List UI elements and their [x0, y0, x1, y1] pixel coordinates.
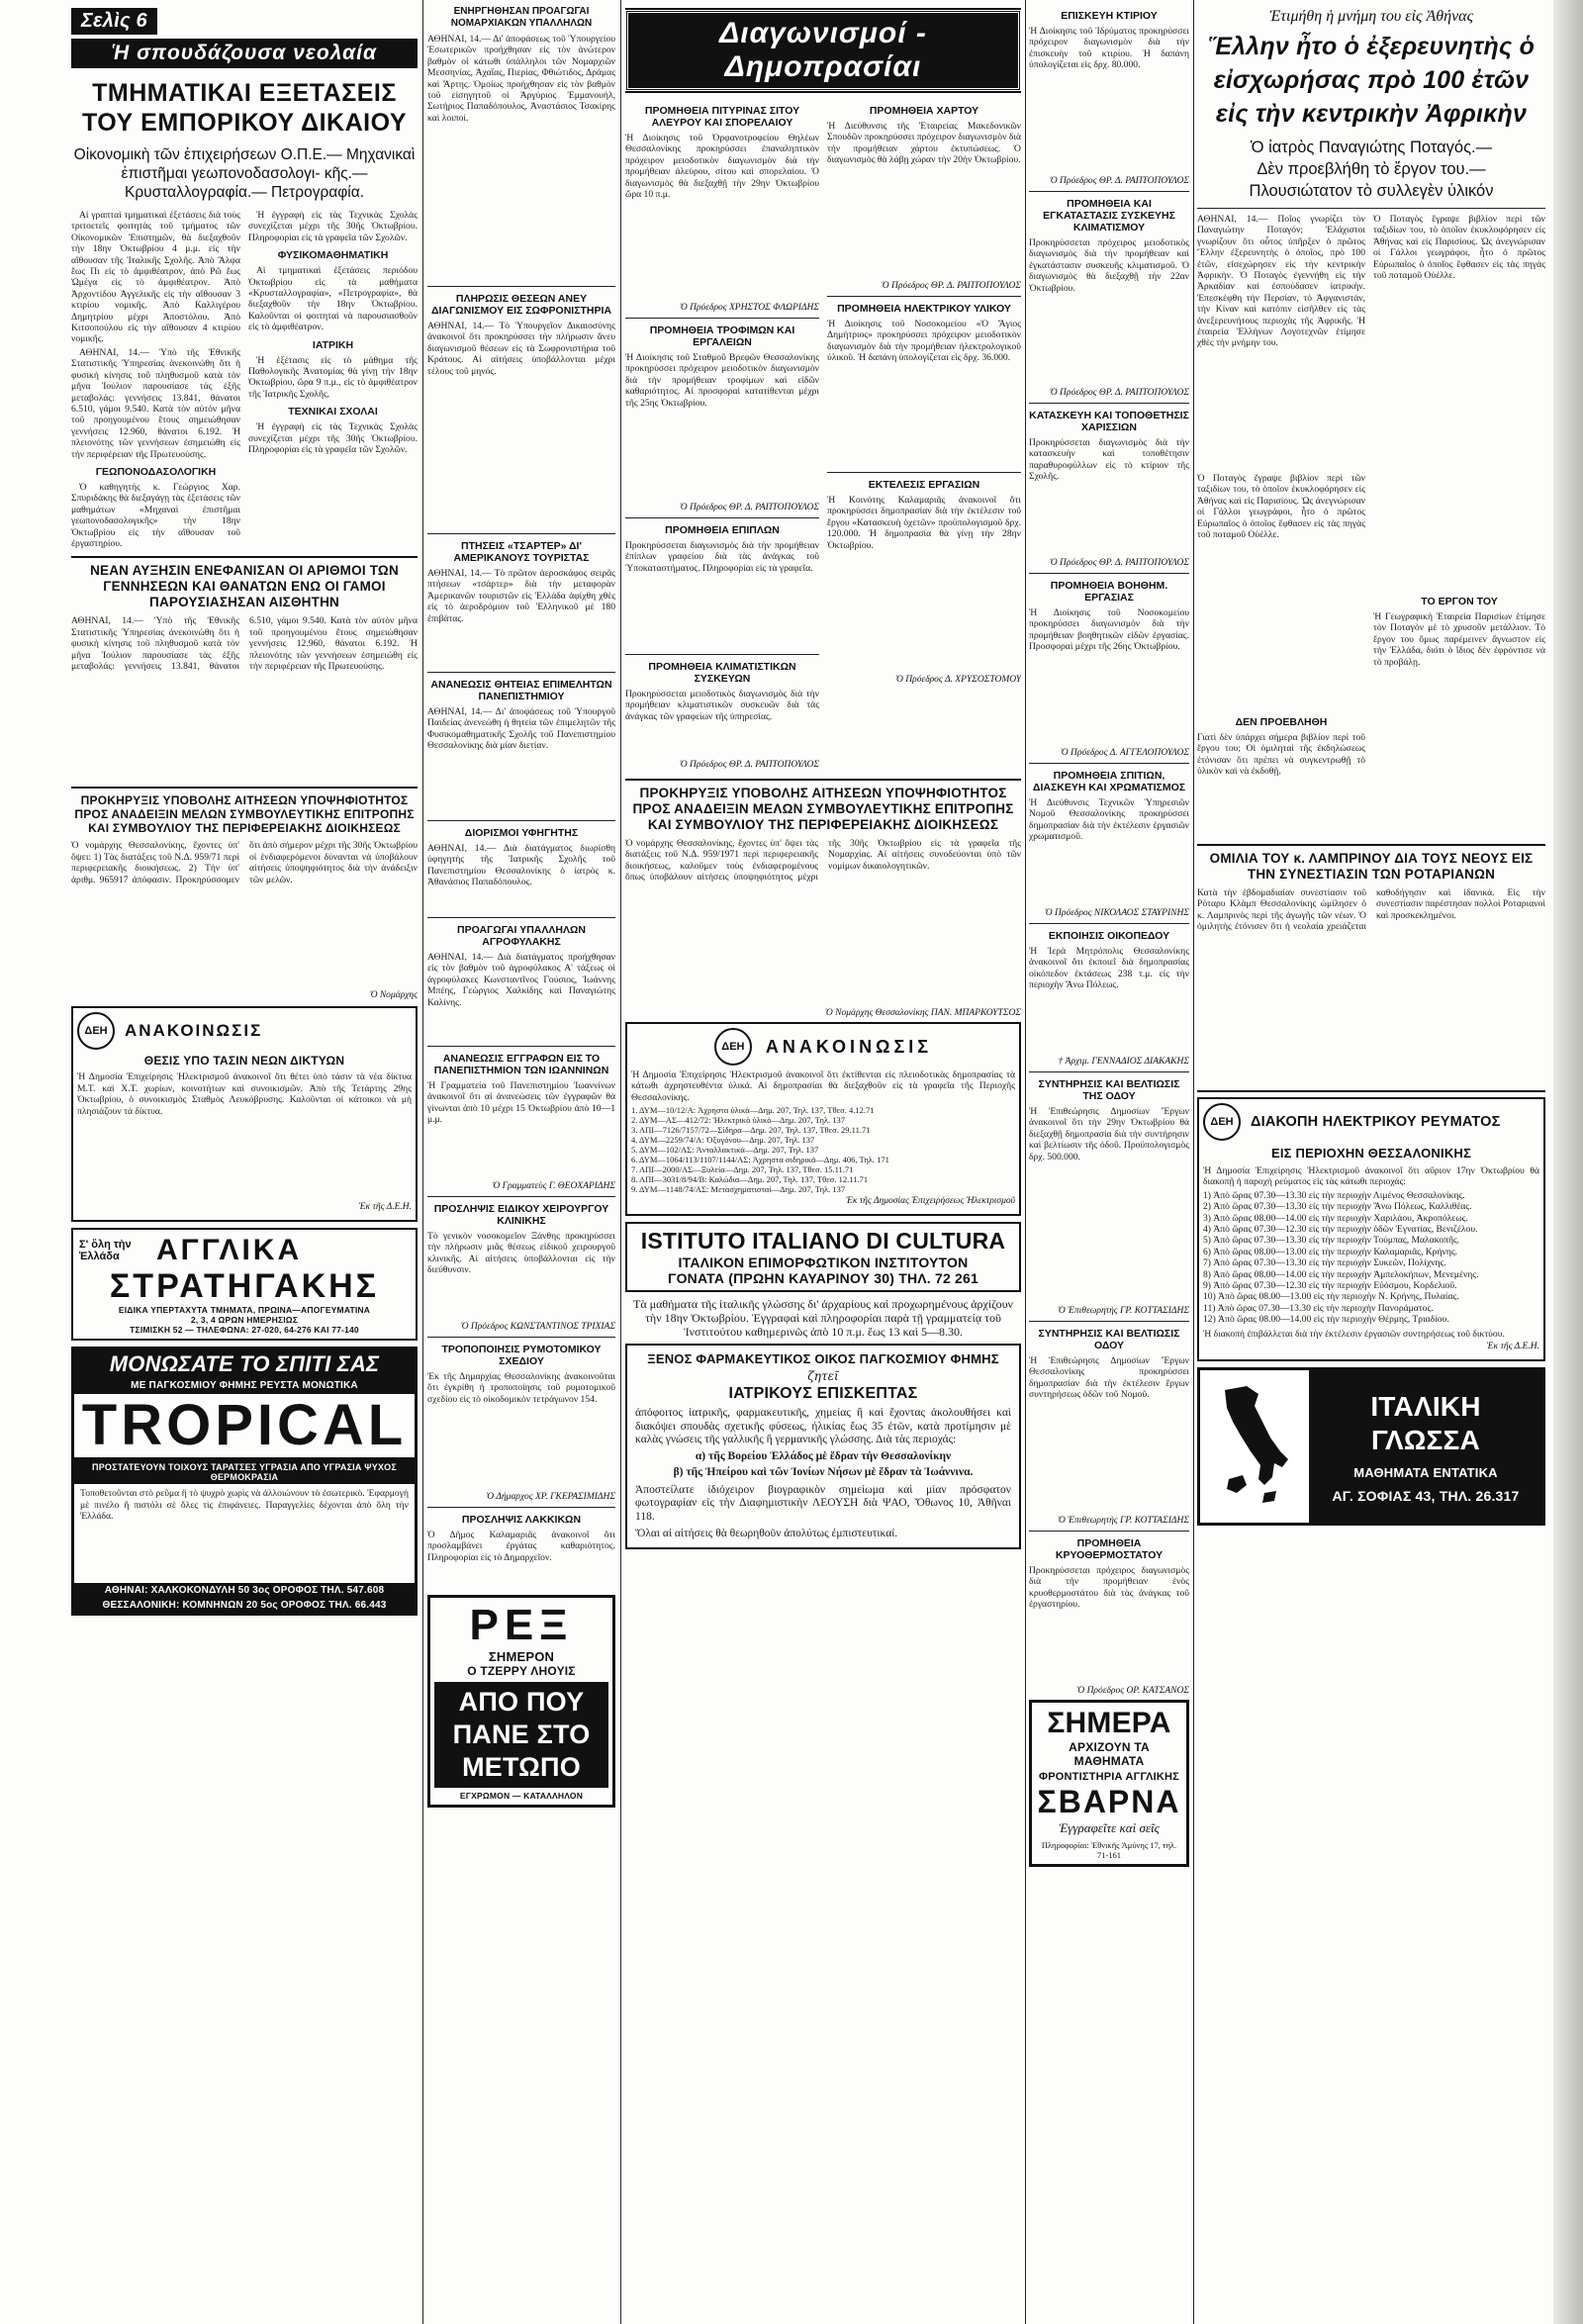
exam-title-2: ΤΟΥ ΕΜΠΟΡΙΚΟΥ ΔΙΚΑΙΟΥ	[81, 109, 408, 137]
pharma-body: ἀπόφοιτος ἰατρικῆς, φαρμακευτικῆς, χημείας ἢ καὶ ἔχοντας ἀκολουθήσει καὶ διακόψει σπουδὰς σχετικῆς φύσεως, ἡλικίας ἕως 35 ἐτῶν, κατὰ προτίμησιν μὲ καλὰς γνώσεις τῆς γαλλικῆς ἢ γερμανικῆς γλώσσης. Διὰ τὰς περιοχάς:	[635, 1407, 1011, 1446]
english-school-ad	[71, 1228, 418, 1341]
c3-body-3: Προκηρύσσεται διαγωνισμὸς διὰ τὴν προμήθειαν ἐπίπλων γραφείου διὰ τὰς ἀνάγκας τοῦ Ὑποκαταστήματος. Πληροφορίαι εἰς τὰ γραφεῖα.	[625, 540, 819, 574]
ann2-row: 1. ΔΥΜ—10/12/Α: Ἀχρηστα ὑλικὰ—Δημ. 207, Τηλ. 137, Τθεσ. 4.12.71	[631, 1105, 875, 1116]
c4-body-8: Ἡ Ἐπιθεώρησις Δημοσίων Ἔργων Θεσσαλονίκης προκηρύσσει δημοπρασίαν διὰ τὴν ἐκτέλεσιν ἔργων συντηρήσεως ὁδῶν τοῦ Νομοῦ.	[1029, 1355, 1189, 1401]
power-item: 11) Ἀπὸ ὥρας 07.30—13.30 εἰς τὴν περιοχὴν Πανοράματος.	[1203, 1302, 1434, 1314]
c2-body-2: ΑΘΗΝΑΙ, 14.— Τὸ Ὑπουργεῖον Δικαιοσύνης ἀνακοινοῖ ὅτι προκηρύσσει τὴν πλήρωσιν ἄνευ διαγωνισμοῦ θέσεων εἰς τὰ Σωφρονιστήρια τοῦ Κράτους. Αἱ αἰτήσεις ὑποβάλλονται μέχρι τέλους τοῦ μηνός.	[427, 321, 615, 377]
ad-tropical-tag: ΠΡΟΣΤΑΤΕΥΟΥΝ ΤΟΙΧΟΥΣ ΤΑΡΑΤΣΕΣ ΥΓΡΑΣΙΑ ΑΠΟ ΥΓΡΑΣΙΑ ΨΥΧΟΣ ΘΕΡΜΟΚΡΑΣΙΑ	[74, 1460, 415, 1484]
c2-heading-3: ΠΤΗΣΕΙΣ «ΤΣΑΡΤΕΡ» ΔΙ' ΑΜΕΡΙΚΑΝΟΥΣ ΤΟΥΡΙΣΤΑΣ	[453, 540, 590, 564]
announcement-signature: Ἐκ τῆς Δ.Ε.Η.	[358, 1202, 412, 1213]
column-rule	[1025, 0, 1026, 2324]
c4-signature-5: Ὁ Πρόεδρος ΝΙΚΟΛΑΟΣ ΣΤΑΥΡΙΝΗΣ	[1044, 908, 1189, 918]
c2-signature-7: Ὁ Γραμματεὺς Γ. ΘΕΟΧΑΡΙΔΗΣ	[492, 1181, 615, 1191]
ann2-row: 8. ΑΠΙ—3031/8/94/Β: Καλώδια—Δημ. 207, Τηλ. 137, Τθεσ. 12.11.71	[631, 1174, 869, 1185]
c3-body-2: Ἡ Διοίκησις τοῦ Σταθμοῦ Βρεφῶν Θεσσαλονίκης προκηρύσσει πρόχειρον μειοδοτικὸν διαγωνισμὸν διὰ τὴν προμήθειαν τροφίμων καὶ εἰδῶν καθαριότητος. Αἱ προσφοραὶ κατατίθενται μέχρι τῆς 25ης Ὀκτωβρίου.	[625, 352, 819, 409]
ann2-row: 3. ΑΠΙ—7126/7157/72—Σίδηρα—Δημ. 207, Τηλ. 137, Τθεσ. 29.11.71	[631, 1125, 871, 1136]
c4-heading-1: ΕΠΙΣΚΕΥΗ ΚΤΙΡΙΟΥ	[1061, 10, 1158, 22]
column-rule	[422, 0, 423, 2324]
power-item: 8) Ἀπὸ ὥρας 08.00—14.00 εἰς τὴν περιοχὴν Ἀμπελοκήπων, Μενεμένης.	[1203, 1268, 1479, 1280]
c2-heading-5: ΔΙΟΡΙΣΜΟΙ ΥΦΗΓΗΤΗΣ	[464, 827, 579, 839]
c4-body-5: Ἡ Διεύθυνσις Τεχνικῶν Ὑπηρεσιῶν Νομοῦ Θεσσαλονίκης προκηρύσσει δημοπρασίαν διὰ τὴν ἐκτέλεσιν ἐργασιῶν χρωματισμοῦ.	[1029, 797, 1189, 843]
exam-subtitle: Οἰκονομικὴ τῶν ἐπιχειρήσεων Ο.Π.Ε.— Μηχανικαὶ ἐπιστῆμαι γεωπονοδασολογι- κῆς.—Κρυσταλλογραφία.— Πετρογραφία.	[73, 146, 416, 201]
power-item: 7) Ἀπὸ ὥρας 07.30—13.30 εἰς τὴν περιοχὴν Συκεῶν, Πολίχνης.	[1203, 1257, 1446, 1269]
c2-heading-9: ΤΡΟΠΟΠΟΙΗΣΙΣ ΡΥΜΟΤΟΜΙΚΟΥ ΣΧΕΔΙΟΥ	[441, 1344, 602, 1367]
rotary-title: ΟΜΙΛΙΑ ΤΟΥ κ. ΛΑΜΠΡΙΝΟΥ ΔΙΑ ΤΟΥΣ ΝΕΟΥΣ ΕΙΣ ΤΗΝ ΣΥΝΕΣΤΙΑΣΙΝ ΤΩΝ ΡΟΤΑΡΙΑΝΩΝ	[1209, 851, 1534, 882]
c3-signature-4: Ὁ Πρόεδρος ΘΡ. Δ. ΡΑΠΤΟΠΟΥΛΟΣ	[881, 281, 1021, 291]
power-item: 4) Ἀπὸ ὥρας 07.30—12.30 εἰς τὴν περιοχὴν ὁδῶν Ἐγνατίας, Βενιζέλου.	[1203, 1224, 1478, 1236]
ann2-row: 9. ΔΥΜ—1148/74/ΑΣ: Μετασχηματισταί—Δημ. 207, Τηλ. 137	[631, 1184, 846, 1195]
c4-signature-3: Ὁ Πρόεδρος ΘΡ. Δ. ΡΑΠΤΟΠΟΥΛΟΣ	[1049, 558, 1189, 568]
istituto-body: Τὰ μαθήματα τῆς ἰταλικῆς γλώσσης δι' ἀρχαρίους καὶ προχωρημένους ἀρχίζουν τὴν 18ην Ὀκτωβρίου. Ἐγγραφαὶ καὶ πληροφορίαι παρὰ τῇ γραμματείᾳ τοῦ Ἰνστιτούτου καθημερινῶς ἀπὸ 10 π.μ. ἕως 13 καὶ 5—8.30.	[633, 1297, 1013, 1340]
c3-heading-6: ΕΚΤΕΛΕΣΙΣ ΕΡΓΑΣΙΩΝ	[868, 479, 980, 491]
explorer-sub2: Δὲν προεβλήθη τὸ ἔργον του.—	[1257, 160, 1486, 178]
c4-signature-4: Ὁ Πρόεδρος Δ. ΑΓΓΕΛΟΠΟΥΛΟΣ	[1060, 748, 1189, 758]
svarna-ad	[1029, 1700, 1189, 1867]
geo-heading: ΓΕΩΠΟΝΟΔΑΣΟΛΟΓΙΚΗ	[95, 465, 217, 478]
tech-body: Ἡ ἐγγραφὴ εἰς τὰς Τεχνικὰς Σχολὰς συνεχίζεται μέχρι τῆς 30ῆς Ὀκτωβρίου. Πληροφορίαι εἰς τὰ γραφεῖα τῶν Σχολῶν.	[248, 421, 418, 456]
column-rule	[620, 0, 621, 2324]
c3-body-6: Ἡ Κοινότης Καλαμαριᾶς ἀνακοινοῖ ὅτι προκηρύσσει δημοπρασίαν διὰ τὴν ἐκτέλεσιν τοῦ ἔργου «Κατασκευὴ ὀχετῶν» προϋπολογισμοῦ δρχ. 120.000. Ἡ δημοπρασία θὰ γίνῃ τὴν 28ην Ὀκτωβρίου.	[827, 495, 1021, 551]
ann2-signature: Ἐκ τῆς Δημοσίας Ἐπιχειρήσεως Ἠλεκτρισμοῦ	[846, 1196, 1015, 1207]
pharma-ad	[625, 1344, 1021, 1549]
c4-heading-4: ΠΡΟΜΗΘΕΙΑ ΒΟΗΘΗΜ. ΕΡΓΑΣΙΑΣ	[1050, 580, 1168, 604]
c2-heading-6: ΠΡΟΑΓΩΓΑΙ ΥΠΑΛΛΗΛΩΝ ΑΓΡΟΦΥΛΑΚΗΣ	[457, 924, 586, 948]
cinema-ad	[427, 1595, 615, 1808]
explorer-body-2: Ὁ Ποταγὸς ἔγραψε βιβλίον περὶ τῶν ταξιδίων του, τὸ ὁποῖον ἐκυκλοφόρησεν εἰς Ἀθήνας καὶ εἰς Παρισίους. Ὡς ἀνεγνώρισαν οἱ Γάλλοι γεωγράφοι, ἦτο ὁ πρῶτος Εὐρωπαῖος ὁ ὁποῖος ἔφθασεν εἰς τὰς πηγὰς τοῦ ποταμοῦ Οὐέλλε.	[1197, 473, 1365, 541]
italian-sub: ΜΑΘΗΜΑΤΑ ΕΝΤΑΤΙΚΑ	[1353, 1464, 1498, 1480]
c3-body-5: Ἡ Διοίκησις τοῦ Νοσοκομείου «Ὁ Ἅγιος Δημήτριος» προκηρύσσει πρόχειρον μειοδοτικὸν διαγωνισμὸν διὰ τὴν προμήθειαν ἠλεκτρολογικοῦ ὑλικοῦ. Ἡ δαπάνη ὑπολογίζεται εἰς δρχ. 36.000.	[827, 319, 1021, 364]
cinema-actor: Ο ΤΖΕΡΡΥ ΛΗΟΥΙΣ	[467, 1664, 576, 1678]
section-title: Ἡ σπουδάζουσα νεολαία	[71, 39, 418, 68]
c3-big-title: ΠΡΟΚΗΡΥΞΙΣ ΥΠΟΒΟΛΗΣ ΑΙΤΗΣΕΩΝ ΥΠΟΨΗΦΙΟΤΗΤΟΣ ΠΡΟΣ ΑΝΑΔΕΙΞΙΝ ΜΕΛΩΝ ΣΥΜΒΟΥΛΕΥΤΙΚΗΣ ΕΠΙΤΡΟΠΗΣ ΚΑΙ ΣΥΜΒΟΥΛΙΟΥ ΤΗΣ ΠΕΡΙΦΕΡΕΙΑΚΗΣ ΔΙΟΙΚΗΣΕΩΣ	[632, 786, 1014, 832]
c2-signature-9: Ὁ Δήμαρχος ΧΡ. ΓΚΕΡΑΣΙΜΙΔΗΣ	[486, 1492, 615, 1502]
ad-english-line1: ΕΙΔΙΚΑ ΥΠΕΡΤΑΧΥΤΑ ΤΜΗΜΑΤΑ, ΠΡΩΙΝΑ—ΑΠΟΓΕΥΜΑΤΙΝΑ	[118, 1305, 371, 1316]
pharma-apply: Ἀποστείλατε ἰδιόχειρον βιογραφικὸν σημείωμα καὶ μίαν πρόσφατον φωτογραφίαν εἰς τὴν Διαφημιστικὴν ΛΕΟΥΣΗ διὰ ΨΑΟ, Ὄθωνος 10, Ἀθῆναι 118.	[635, 1483, 1011, 1523]
c3-body-7: Προκηρύσσεται μειοδοτικὸς διαγωνισμὸς διὰ τὴν προμήθειαν κλιματιστικῶν συσκευῶν διὰ τὰς ἀνάγκας τῶν γραφείων τῆς ὑπηρεσίας.	[625, 689, 819, 722]
c4-body-2: Προκηρύσσεται πρόχειρος μειοδοτικὸς διαγωνισμὸς διὰ τὴν προμήθειαν καὶ ἐγκατάστασιν συσκευῆς κλιματισμοῦ. Ὁ διαγωνισμὸς θὰ διεξαχθῇ τὴν 22αν Ὀκτωβρίου.	[1029, 237, 1189, 294]
c4-signature-6: † Ἀρχιμ. ΓΕΝΝΑΔΙΟΣ ΔΙΑΚΑΚΗΣ	[1058, 1057, 1189, 1067]
deh-announcement	[71, 1006, 418, 1222]
istituto-title: ISTITUTO ITALIANO DI CULTURA	[640, 1228, 1006, 1255]
c3-heading-2: ΠΡΟΜΗΘΕΙΑ ΤΡΟΦΙΜΩΝ ΚΑΙ ΕΡΓΑΛΕΙΩΝ	[649, 325, 795, 348]
exam-body: Αἱ γραπταὶ τμηματικαὶ ἐξετάσεις διὰ τοὺς τριτοετεῖς φοιτητὰς τοῦ τμήματος τῶν Οἰκονομικῶν Ἐπιστημῶν, θὰ διεξαχθοῦν τὴν 18ην Ὀκτωβρίου 4 μ.μ. εἰς τὴν αἴθουσαν τῆς Ἰταλικῆς Σχολῆς. Ἀπὸ Ἄλφα ἕως Πι εἰς τὸ ἀμφιθέατρον, ἀπὸ Ρῶ ἕως Ὠμέγα εἰς τὸ ἀμφιθέατρον. Ἀπὸ Ἀρχοντίδου Ἀγγελικῆς εἰς τὴν αἴθουσαν 3 κτιρίου νομικῆς. Ἀπὸ Καλλιγέρου Δημητρίου μέχρι Ἀποστόλου. Ἀπὸ Κιτσοπούλου εἰς τὴν αἴθουσαν 4 κτιρίου νομικῆς.	[71, 210, 240, 345]
c4-heading-6: ΕΚΠΟΙΗΣΙΣ ΟΙΚΟΠΕΔΟΥ	[1048, 930, 1170, 942]
column-2	[427, 0, 615, 2324]
c4-body-9: Προκηρύσσεται πρόχειρος διαγωνισμὸς διὰ τὴν προμήθειαν ἑνὸς κρυοθερμοστάτου διὰ τὰς ἀνάγκας τοῦ ἐργαστηρίου.	[1029, 1565, 1189, 1611]
c4-body-7: Ἡ Ἐπιθεώρησις Δημοσίων Ἔργων ἀνακοινοῖ ὅτι τὴν 29ην Ὀκτωβρίου θὰ διεξαχθῇ δημοπρασία διὰ τὴν συντήρησιν καὶ βελτίωσιν τῆς ὁδοῦ. Προϋπολογισμὸς δρχ. 500.000.	[1029, 1106, 1189, 1162]
power-item: 9) Ἀπὸ ὥρας 07.30—12.30 εἰς τὴν περιοχὴν Εὐόσμου, Κορδελιοῦ.	[1203, 1280, 1457, 1292]
announcement-body: Ἡ Δημοσία Ἐπιχείρησις Ἠλεκτρισμοῦ ἀνακοινοῖ ὅτι θέτει ὑπὸ τάσιν τὰ νέα δίκτυα Μ.Τ. καὶ Χ.Τ. χωρίων, κοινοτήτων καὶ συνοικισμῶν. Ἀπὸ τῆς Τετάρτης 29ης Ὀκτωβρίου, ὁ συνοικισμὸς Σταθμὸς Λευκόβρυσης. Καλοῦνται οἱ κάτοικοι νὰ μὴ πλησιάζουν τὰ δίκτυα.	[77, 1071, 412, 1117]
explorer-sec2-body: Γιατὶ δὲν ὑπάρχει σήμερα βιβλίον περὶ τοῦ ἔργου του; Οἱ ὁμιληταὶ τῆς ἐκδηλώσεως ἐτόνισαν ὅτι πρέπει νὰ συγκεντρωθῇ τὸ ὑλικὸν καὶ νὰ ἐκδοθῇ.	[1197, 732, 1365, 778]
svarna-name: ΣΒΑΡΝΑ	[1037, 1784, 1181, 1819]
explorer-sub3: Πλουσιώτατον τὸ συλλεγὲν ὑλικόν	[1249, 182, 1494, 200]
proky-signature: Ὁ Νομάρχης	[369, 990, 418, 1001]
column-rule	[1193, 0, 1194, 2324]
ad-english-name: ΣΤΡΑΤΗΓΑΚΗΣ	[109, 1267, 380, 1306]
power-intro: Ἡ Δημοσία Ἐπιχείρησις Ἠλεκτρισμοῦ ἀνακοινοῖ ὅτι αὔριον 17ην Ὀκτωβρίου θὰ διακοπῇ ἡ παροχὴ ρεύματος εἰς τὰς κάτωθι περιοχάς:	[1203, 1165, 1539, 1188]
geo-body: Ὁ καθηγητὴς κ. Γεώργιος Χαρ. Σπυριδάκης θὰ διεξαγάγῃ τὰς ἐξετάσεις τῶν μαθημάτων «Μηχαναὶ ἐπιστῆμαι γεωπονοδασολογικῆς» τὴν 18ην Ὀκτωβρίου εἰς τὴν αἴθουσαν τοῦ ἐργαστηρίου.	[71, 481, 240, 549]
pharma-seek: ζητεῖ	[807, 1369, 839, 1384]
phys-body: Αἱ τμηματικαὶ ἐξετάσεις περιόδου Ὀκτωβρίου εἰς τὰ μαθήματα «Κρυσταλλογραφία», «Πετρογραφία», θὰ διεξαχθοῦν τὴν 18ην Ὀκτωβρίου. Καλοῦνται οἱ φοιτηταὶ νὰ παρουσιασθοῦν εἰς τὸ ἀμφιθέατρον.	[248, 265, 418, 333]
c4-heading-9: ΠΡΟΜΗΘΕΙΑ ΚΡΥΟΘΕΡΜΟΣΤΑΤΟΥ	[1055, 1537, 1164, 1561]
iatr-body: Ἡ ἐξέτασις εἰς τὸ μάθημα τῆς Παθολογικῆς Ἀνατομίας θὰ γίνῃ τὴν 18ην Ὀκτωβρίου, ὥρα 9 π.μ., εἰς τὸ ἀμφιθέατρον τῆς Ἰατρικῆς Σχολῆς.	[248, 354, 418, 400]
cinema-film-sub: ΕΓΧΡΩΜΟΝ — ΚΑΤΑΛΛΗΛΟΝ	[459, 1791, 584, 1801]
c2-body-7: Ἡ Γραμματεία τοῦ Πανεπιστημίου Ἰωαννίνων ἀνακοινοῖ ὅτι αἱ ἀνανεώσεις τῶν ἐγγραφῶν θὰ γίνωνται ἀπὸ 10 μέχρι 15 Ὀκτωβρίου ἀπὸ 10—1 μ.μ.	[427, 1080, 615, 1126]
pharma-note: Ὅλαι αἱ αἰτήσεις θὰ θεωρηθοῦν ἀπολύτως ἐμπιστευτικαί.	[635, 1528, 898, 1540]
explorer-sub1: Ὁ ἰατρὸς Παναγιώτης Ποταγός.—	[1250, 139, 1493, 156]
announcement-subtitle: ΘΕΣΙΣ ΥΠΟ ΤΑΣΙΝ ΝΕΩΝ ΔΙΚΤΥΩΝ	[143, 1054, 345, 1069]
c3-heading-1: ΠΡΟΜΗΘΕΙΑ ΠΙΤΥΡΙΝΑΣ ΣΙΤΟΥ ΑΛΕΥΡΟΥ ΚΑΙ ΣΠΟΡΕΛΑΙΟΥ	[644, 105, 800, 129]
rotary-body: Κατὰ τὴν ἑβδομαδιαίαν συνεστίασιν τοῦ Ρόταρυ Κλὰμπ Θεσσαλονίκης ὡμίλησεν ὁ κ. Λαμπρινὸς περὶ τῆς ἀγωγῆς τῶν νέων. Ὁ ὁμιλητὴς ἐτόνισεν ὅτι ἡ νεολαία χρειάζεται καθοδήγησιν καὶ ἰδανικά. Εἰς τὴν συνεστίασιν παρέστησαν πολλοὶ Ροταριανοὶ καὶ προσκεκλημένοι.	[1197, 887, 1545, 933]
c4-signature-9: Ὁ Πρόεδρος ΟΡ. ΚΑΤΣΑΝΟΣ	[1076, 1686, 1189, 1696]
svarna-start: ΑΡΧΙΖΟΥΝ ΤΑ ΜΑΘΗΜΑΤΑ	[1069, 1740, 1150, 1768]
c2-heading-10: ΠΡΟΣΛΗΨΙΣ ΛΑΚΚΙΚΩΝ	[461, 1514, 582, 1526]
ann2-rows	[631, 1105, 1015, 1194]
explorer-kicker: Ἐτιμήθη ἡ μνήμη του εἰς Ἀθήνας	[1268, 8, 1474, 25]
c3-body-4: Ἡ Διεύθυνσις τῆς Ἐταιρείας Μακεδονικῶν Σπουδῶν προκηρύσσει πρόχειρον διαγωνισμὸν διὰ τὴν προμήθειαν χάρτου ἐκτυπώσεως. Ὁ διαγωνισμὸς θὰ λάβῃ χώραν τὴν 20ὴν Ὀκτωβρίου.	[827, 121, 1021, 166]
phys-text: Ἡ ἐγγραφὴ εἰς τὰς Τεχνικὰς Σχολὰς συνεχίζεται μέχρι τῆς 30ῆς Ὀκτωβρίου. Πληροφορίαι εἰς τὰ γραφεῖα τῶν Σχολῶν.	[248, 210, 418, 243]
cinema-name: ΡΕΞ	[469, 1601, 574, 1649]
explorer-body-3: Ὁ Ποταγὸς ἔγραψε βιβλίον περὶ τῶν ταξιδίων του, τὸ ὁποῖον ἐκυκλοφόρησεν εἰς Ἀθήνας καὶ εἰς Παρισίους. Ὡς ἀνεγνώρισαν οἱ Γάλλοι γεωγράφοι, ἦτο ὁ πρῶτος Εὐρωπαῖος ὁ ὁποῖος ἔφθασεν εἰς τὰς πηγὰς τοῦ ποταμοῦ Οὐέλλε.	[1373, 214, 1545, 282]
italian-address: ΑΓ. ΣΟΦΙΑΣ 43, ΤΗΛ. 26.317	[1332, 1487, 1520, 1504]
svarna-cta: Ἐγγραφεῖτε καὶ σεῖς	[1059, 1820, 1160, 1835]
power-items	[1203, 1190, 1539, 1326]
cinema-film-title: ΑΠΟ ΠΟΥ ΠΑΝΕ ΣΤΟ ΜΕΤΩΠΟ	[434, 1682, 608, 1788]
ad-tropical-body: Τοποθετοῦνται στὸ ρεῦμα ἢ τὸ ψυχρὸ χωρὶς νὰ ἀλλοιώνουν τὸ ἐσωτερικὸ. Ἐφαρμογή μὲ πινέλο ἢ πιστόλι σὲ ὅλες τὶς ἐπιφάνειες. Παραγγελίες δέχονται ἀπὸ ὅλη τὴν Ἑλλάδα.	[80, 1488, 409, 1523]
c3-signature-2: Ὁ Πρόεδρος ΘΡ. Δ. ΡΑΠΤΟΠΟΥΛΟΣ	[679, 503, 819, 512]
power-signature: Ἐκ τῆς Δ.Ε.Η.	[1486, 1342, 1539, 1352]
power-cut-notice	[1197, 1097, 1545, 1361]
column-5	[1197, 0, 1545, 2324]
istituto-ad	[625, 1222, 1021, 1292]
c2-body-4: ΑΘΗΝΑΙ, 14.— Δι' ἀποφάσεως τοῦ Ὑπουργοῦ Παιδείας ἀνενεώθη ἡ θητεία τῶν ἐπιμελητῶν τῆς Φυσικομαθηματικῆς Σχολῆς τοῦ Πανεπιστημίου Θεσσαλονίκης διὰ μίαν διετίαν.	[427, 706, 615, 752]
deh-announcement-2	[625, 1022, 1021, 1216]
c2-body-10: Ὁ Δῆμος Καλαμαριᾶς ἀνακοινοῖ ὅτι προσλαμβάνει ἐργάτας καθαριότητος. Πληροφορίαι εἰς τὸ Δημαρχεῖον.	[427, 1530, 615, 1563]
c4-body-4: Ἡ Διοίκησις τοῦ Νοσοκομείου προκηρύσσει διαγωνισμὸν διὰ τὴν προμήθειαν βοηθητικῶν εἰδῶν ἐργασίας. Προσφοραὶ μέχρι τῆς 26ης Ὀκτωβρίου.	[1029, 607, 1189, 653]
explorer-sec1-heading: ΤΟ ΕΡΓΟΝ ΤΟΥ	[1421, 596, 1498, 607]
power-item: 1) Ἀπὸ ὥρας 07.30—13.30 εἰς τὴν περιοχὴν Λιμένος Θεσσαλονίκης.	[1203, 1189, 1465, 1201]
tropical-ad	[71, 1347, 418, 1616]
power-item: 12) Ἀπὸ ὥρας 08.00—14.00 εἰς τὴν περιοχὴν Θέρμης, Τριαδίου.	[1203, 1314, 1449, 1326]
ad-tropical-sub: ΜΕ ΠΑΓΚΟΣΜΙΟΥ ΦΗΜΗΣ ΡΕΥΣΤΑ ΜΟΝΩΤΙΚΑ	[74, 1379, 415, 1394]
ad-english-word: ΑΓΓΛΙΚΑ	[156, 1234, 303, 1267]
c3-signature-6: Ὁ Πρόεδρος Δ. ΧΡΥΣΟΣΤΟΜΟΥ	[895, 675, 1021, 685]
power-subtitle: ΕΙΣ ΠΕΡΙΟΧΗΝ ΘΕΣΣΑΛΟΝΙΚΗΣ	[1271, 1146, 1471, 1161]
c4-body-1: Ἡ Διοίκησις τοῦ Ἰδρύματος προκηρύσσει πρόχειρον διαγωνισμὸν διὰ τὴν ἐπισκευὴν τοῦ κτιρίου. Ἡ δαπάνη ὑπολογίζεται εἰς δρχ. 80.000.	[1029, 26, 1189, 71]
proky-title: ΠΡΟΚΗΡΥΞΙΣ ΥΠΟΒΟΛΗΣ ΑΙΤΗΣΕΩΝ ΥΠΟΨΗΦΙΟΤΗΤΟΣ ΠΡΟΣ ΑΝΑΔΕΙΞΙΝ ΜΕΛΩΝ ΣΥΜΒΟΥΛΕΥΤΙΚΗΣ ΕΠΙΤΡΟΠΗΣ ΚΑΙ ΣΥΜΒΟΥΛΙΟΥ ΤΗΣ ΠΕΡΙΦΕΡΕΙΑΚΗΣ ΔΙΟΙΚΗΣΕΩΣ	[74, 793, 415, 836]
births-body: ΑΘΗΝΑΙ, 14.— Ὑπὸ τῆς Ἐθνικῆς Στατιστικῆς Ὑπηρεσίας ἀνεκοινώθη ὅτι ἡ φυσικὴ κίνησις τοῦ πληθυσμοῦ κατὰ τὸν μῆνα Ἰούλιον παρουσίασε τὰς ἑξῆς μεταβολάς: γεννήσεις 13.841, θάνατοι 6.510, γάμοι 9.540. Κατὰ τὸν αὐτὸν μῆνα τοῦ προηγουμένου ἔτους σημειώθησαν γεννήσεις 12.960, θάνατοι 6.192. Ἡ πλειονότης τῶν γεννήσεων ἐσημειώθη εἰς τὴν περιφέρειαν τῆς Πρωτευούσης.	[71, 615, 418, 672]
cinema-day: ΣΗΜΕΡΟΝ	[488, 1649, 555, 1664]
ad-english-line3: ΤΣΙΜΙΣΚΗ 52 — ΤΗΛΕΦΩΝΑ: 27-020, 64-276 ΚΑΙ 77-140	[130, 1325, 359, 1336]
deh-logo-icon: ΔΕΗ	[714, 1028, 752, 1066]
births-title: ΝΕΑΝ ΑΥΞΗΣΙΝ ΕΝΕΦΑΝΙΣΑΝ ΟΙ ΑΡΙΘΜΟΙ ΤΩΝ ΓΕΝΝΗΣΕΩΝ ΚΑΙ ΘΑΝΑΤΩΝ ΕΝΩ ΟΙ ΓΑΜΟΙ ΠΑΡΟΥΣΙΑΣΗΣΑΝ ΑΙΣΘΗΤΗΝ	[90, 563, 399, 610]
c4-heading-3: ΚΑΤΑΣΚΕΥΗ ΚΑΙ ΤΟΠΟΘΕΤΗΣΙΣ ΧΑΡΙΣΣΙΩΝ	[1029, 410, 1189, 433]
power-title: ΔΙΑΚΟΠΗ ΗΛΕΚΤΡΙΚΟΥ ΡΕΥΜΑΤΟΣ	[1251, 1114, 1501, 1130]
deh-logo-icon: ΔΕΗ	[77, 1012, 115, 1050]
proky-body: Ὁ νομάρχης Θεσσαλονίκης, ἔχοντες ὑπ' ὄψει: 1) Τὰς διατάξεις τοῦ Ν.Δ. 959/71 περὶ περιφερειακῆς διοικήσεως. 2) Τὴν ὑπ' ἀριθμ. 965917 ἀπόφασιν. Προκηρύσσομεν ὅτι ἀπὸ σήμερον μέχρι τῆς 30ῆς Ὀκτωβρίου οἱ ἐνδιαφερόμενοι δύνανται νὰ ὑποβάλουν αἰτήσεις ὑποψηφιότητος διὰ τὴν ἀνάδειξιν τῶν μελῶν.	[71, 840, 418, 885]
power-item: 2) Ἀπὸ ὥρας 07.30—13.30 εἰς τὴν περιοχὴν Ἄνω Πόλεως, Καλλιθέας.	[1203, 1201, 1472, 1213]
deh-logo-icon: ΔΕΗ	[1203, 1103, 1241, 1141]
c2-body-6: ΑΘΗΝΑΙ, 14.— Διὰ διατάγματος προήχθησαν εἰς τὸν βαθμὸν τοῦ ἀγροφύλακος Α' τάξεως οἱ ἀγροφύλακες Κωνσταντῖνος Γούσιος, Ἰωάννης Μπέης, Γεώργιος Χαλκίδης καὶ Παναγιώτης Καλίνης.	[427, 952, 615, 1008]
c2-body-9: Ἐκ τῆς Δημαρχίας Θεσσαλονίκης ἀνακοινοῦται ὅτι ἐγκρίθη ἡ τροποποίησις τοῦ ρυμοτομικοῦ σχεδίου εἰς τὸ οἰκοδομικὸν τετράγωνον 154.	[427, 1371, 615, 1405]
ann2-row: 6. ΔΥΜ—1064/113/1107/1144/ΑΣ: Ἀχρηστα σιδηρικά—Δημ. 406, Τηλ. 171	[631, 1155, 889, 1165]
announcement-title: ΑΝΑΚΟΙΝΩΣΙΣ	[125, 1021, 263, 1041]
c4-heading-2: ΠΡΟΜΗΘΕΙΑ ΚΑΙ ΕΓΚΑΤΑΣΤΑΣΙΣ ΣΥΣΚΕΥΗΣ ΚΛΙΜΑΤΙΣΜΟΥ	[1043, 198, 1175, 233]
c4-heading-8: ΣΥΝΤΗΡΗΣΙΣ ΚΑΙ ΒΕΛΤΙΩΣΙΣ ΟΔΟΥ	[1038, 1328, 1180, 1351]
exam-title-1: ΤΜΗΜΑΤΙΚΑΙ ΕΞΕΤΑΣΕΙΣ	[92, 79, 397, 107]
c4-heading-5: ΠΡΟΜΗΘΕΙΑ ΣΠΙΤΙΩΝ, ΔΙΑΣΚΕΥΗ ΚΑΙ ΧΡΩΜΑΤΙΣΜΟΣ	[1032, 770, 1186, 793]
c2-heading-7: ΑΝΑΝΕΩΣΙΣ ΕΓΓΡΑΦΩΝ ΕΙΣ ΤΟ ΠΑΝΕΠΙΣΤΗΜΙΟΝ ΤΩΝ ΙΩΑΝΝΙΝΩΝ	[433, 1053, 609, 1076]
italian-title: ΙΤΑΛΙΚΗ ΓΛΩΣΣΑ	[1370, 1390, 1481, 1455]
ad-tropical-addr2: ΘΕΣΣΑΛΟΝΙΚΗ: ΚΟΜΝΗΝΩΝ 20 5ος ΟΡΟΦΟΣ ΤΗΛ. 66.443	[74, 1598, 415, 1613]
c3-big-signature: Ὁ Νομάρχης Θεσσαλονίκης ΠΑΝ. ΜΠΑΡΚΟΥΤΣΟΣ	[824, 1008, 1021, 1018]
c3-body-1: Ἡ Διοίκησις τοῦ Ὀρφανοτροφείου Θηλέων Θεσσαλονίκης προκηρύσσει ἐπαναληπτικὸν πρόχειρον μειοδοτικὸν διαγωνισμὸν διὰ τὴν προμήθειαν ἀλεύρου, σίτου καὶ σπορελαίου. Ὁ διαγωνισμὸς θὰ διεξαχθῇ τὴν 29ην Ὀκτωβρίου ὥρα 10 π.μ.	[625, 133, 819, 201]
c2-body-5: ΑΘΗΝΑΙ, 14.— Διὰ διατάγματος διωρίσθη ὑφηγητὴς τῆς Ἰατρικῆς Σχολῆς τοῦ Πανεπιστημίου Θεσσαλονίκης ὁ ἰατρὸς κ. Ἀθανάσιος Παπαδόπουλος.	[427, 843, 615, 888]
c2-body-1: ΑΘΗΝΑΙ, 14.— Δι' ἀποφάσεως τοῦ Ὑπουργείου Ἐσωτερικῶν προήχθησαν εἰς τὸν ἀνώτερον βαθμὸν οἱ κάτωθι ὑπάλληλοι τῶν Νομαρχιῶν Μεσσηνίας, Ἀχαΐας, Πιερίας, Φθιώτιδος, Δράμας καὶ Ἄρτης. Ὁμοίως προήχθησαν εἰς τὸν βαθμὸν τοῦ εἰσηγητοῦ οἱ Ἀργύριος Ἐμμανουήλ, Σωτήριος Παπαδόπουλος, Ἀναστάσιος Τσακίρης καὶ λοιποί.	[427, 34, 615, 124]
explorer-sec1-body: Ἡ Γεωγραφικὴ Ἑταιρεία Παρισίων ἐτίμησε τὸν Ποταγὸν μὲ τὸ χρυσοῦν μετάλλιον. Τὸ ἔργον του ὅμως παρέμεινεν ἄγνωστον εἰς τὴν Ἑλλάδα, διότι ὁ ἴδιος δὲν ἐφρόντισε νὰ τὸ προβάλῃ.	[1373, 611, 1545, 668]
svarna-school: ΦΡΟΝΤΙΣΤΗΡΙΑ ΑΓΓΛΙΚΗΣ	[1039, 1771, 1179, 1783]
iatr-heading: ΙΑΤΡΙΚΗ	[312, 338, 354, 351]
italian-ad	[1197, 1367, 1545, 1526]
istituto-sub2: ΓΟΝΑΤΑ (ΠΡΩΗΝ ΚΑΥΑΡΙΝΟΥ 30) ΤΗΛ. 72 261	[667, 1270, 979, 1287]
tech-heading: ΤΕΧΝΙΚΑΙ ΣΧΟΛΑΙ	[288, 406, 378, 418]
c3-signature-7: Ὁ Πρόεδρος ΘΡ. Δ. ΡΑΠΤΟΠΟΥΛΟΣ	[679, 760, 819, 770]
c2-heading-8: ΠΡΟΣΛΗΨΙΣ ΕΙΔΙΚΟΥ ΧΕΙΡΟΥΡΓΟΥ ΚΛΙΝΙΚΗΣ	[433, 1203, 609, 1227]
c4-heading-7: ΣΥΝΤΗΡΗΣΙΣ ΚΑΙ ΒΕΛΤΙΩΣΙΣ ΤΗΣ ΟΔΟΥ	[1038, 1078, 1180, 1102]
ad-tropical-addr1: ΑΘΗΝΑΙ: ΧΑΛΚΟΚΟΝΔΥΛΗ 50 3ος ΟΡΟΦΟΣ ΤΗΛ. 547.608	[74, 1583, 415, 1598]
explorer-sec2-heading: ΔΕΝ ΠΡΟΕΒΛΗΘΗ	[1235, 716, 1328, 728]
c2-body-3: ΑΘΗΝΑΙ, 14.— Τὸ πρῶτον ἀεροσκάφος σειρᾶς πτήσεων «τσάρτερ» διὰ τὴν μεταφορὰν Ἀμερικανῶν τουριστῶν εἰς Ἑλλάδα ἀφίχθη χθὲς εἰς τὸ ἀεροδρόμιον τοῦ Ἑλληνικοῦ μὲ 180 ἐπιβάτας.	[427, 568, 615, 624]
svarna-today: ΣΗΜΕΡΑ	[1047, 1707, 1171, 1739]
ann2-row: 7. ΑΠΙ—2000/ΑΣ—Ξυλεία—Δημ. 207, Τηλ. 137, Τθεσ. 15.11.71	[631, 1164, 854, 1175]
column-3	[625, 0, 1021, 2324]
column-4	[1029, 0, 1189, 2324]
c3-heading-5: ΠΡΟΜΗΘΕΙΑ ΗΛΕΚΤΡΙΚΟΥ ΥΛΙΚΟΥ	[837, 303, 1011, 315]
c2-heading-4: ΑΝΑΝΕΩΣΙΣ ΘΗΤΕΙΑΣ ΕΠΙΜΕΛΗΤΩΝ ΠΑΝΕΠΙΣΤΗΜΙΟΥ	[430, 679, 612, 702]
ad-tropical-top: ΜΟΝΩΣΑΤΕ ΤΟ ΣΠΙΤΙ ΣΑΣ	[74, 1349, 415, 1379]
svarna-info: Πληροφορίαι: Ἐθνικῆς Ἀμύνης 17, τηλ. 71-161	[1041, 1840, 1177, 1860]
c3-big-body: Ὁ νομάρχης Θεσσαλονίκης, ἔχοντες ὑπ' ὄψει τὰς διατάξεις τοῦ Ν.Δ. 959/1971 περὶ περιφερειακῆς διοικήσεως, καλοῦμεν τοὺς ἐνδιαφερομένους ὅπως ὑποβάλουν αἰτήσεις ὑποψηφιότητος μέχρι τῆς 30ῆς Ὀκτωβρίου εἰς τὰ γραφεῖα τῆς Νομαρχίας. Αἱ αἰτήσεις συνοδεύονται ὑπὸ τῶν νομίμων δικαιολογητικῶν.	[625, 838, 1021, 883]
istituto-sub1: ΙΤΑΛΙΚΟΝ ΕΠΙΜΟΡΦΩΤΙΚΟΝ ΙΝΣΤΙΤΟΥΤΟΝ	[678, 1255, 969, 1271]
c2-heading-1: ΕΝΗΡΓΗΘΗΣΑΝ ΠΡΟΑΓΩΓΑΙ ΝΟΜΑΡΧΙΑΚΩΝ ΥΠΑΛΛΗΛΩΝ	[450, 6, 593, 29]
ann2-row: 4. ΔΥΜ—2259/74/Α: Ὀξυγόνου—Δημ. 207, Τηλ. 137	[631, 1135, 815, 1146]
power-note: Ἡ διακοπὴ ἐπιβάλλεται διὰ τὴν ἐκτέλεσιν ἐργασιῶν συντηρήσεως τοῦ δικτύου.	[1203, 1328, 1505, 1340]
explorer-headline: Ἕλλην ἦτο ὁ ἐξερευνητὴς ὁ εἰσχωρήσας πρὸ 100 ἐτῶν εἰς τὴν κεντρικὴν Ἀφρικὴν	[1207, 33, 1536, 128]
c4-signature-8: Ὁ Ἐπιθεωρητὴς ΓΡ. ΚΟΤΤΑΣΙΔΗΣ	[1058, 1516, 1189, 1526]
c3-heading-3: ΠΡΟΜΗΘΕΙΑ ΕΠΙΠΛΩΝ	[665, 524, 780, 536]
auctions-banner: Διαγωνισμοί - Δημοπρασίαι	[625, 10, 1021, 91]
ann2-body: Ἡ Δημοσία Ἐπιχείρησις Ἠλεκτρισμοῦ ἀνακοινοῖ ὅτι ἐκτίθενται εἰς πλειοδοτικὰς δημοπρασίας τὰ κάτωθι ἀχρηστευθέντα ὑλικά. Αἱ δημοπρασίαι θὰ διεξαχθοῦν εἰς τὰ γραφεῖα τῆς Περιοχῆς Θεσσαλονίκης.	[631, 1069, 1015, 1103]
c4-signature-1: Ὁ Πρόεδρος ΘΡ. Δ. ΡΑΠΤΟΠΟΥΛΟΣ	[1049, 176, 1189, 186]
c2-signature-8: Ὁ Πρόεδρος ΚΩΝΣΤΑΝΤΙΝΟΣ ΤΡΙΧΙΑΣ	[460, 1322, 615, 1332]
pharma-region-a: α) τῆς Βορείου Ἑλλάδος μὲ ἕδραν τὴν Θεσσαλονίκην	[695, 1449, 952, 1462]
c4-signature-2: Ὁ Πρόεδρος ΘΡ. Δ. ΡΑΠΤΟΠΟΥΛΟΣ	[1049, 388, 1189, 398]
c4-body-6: Ἡ Ἱερὰ Μητρόπολις Θεσσαλονίκης ἀνακοινοῖ ὅτι ἐκποιεῖ διὰ δημοπρασίας οἰκόπεδον ἐκτάσεως 238 τ.μ. εἰς τὴν περιοχὴν Ἄνω Πόλεως.	[1029, 946, 1189, 991]
c3-heading-7: ΠΡΟΜΗΘΕΙΑ ΚΛΙΜΑΤΙΣΤΙΚΩΝ ΣΥΣΚΕΥΩΝ	[648, 661, 796, 685]
italy-map-icon	[1200, 1370, 1309, 1523]
ad-english-top: Σ' ὅλη τὴν Ἑλλάδα	[79, 1239, 132, 1263]
power-item: 5) Ἀπὸ ὥρας 07.30—13.30 εἰς τὴν περιοχὴν Τούμπας, Μαλακοπῆς.	[1203, 1235, 1460, 1247]
ann2-row: 5. ΔΥΜ—102/ΑΣ: Ἀνταλλακτικά—Δημ. 207, Τηλ. 137	[631, 1145, 819, 1156]
ad-tropical-brand: TROPICAL	[74, 1394, 415, 1460]
power-item: 10) Ἀπὸ ὥρας 08.00—13.00 εἰς τὴν περιοχὴν Ν. Κρήνης, Πυλαίας.	[1203, 1291, 1459, 1303]
pharma-region-b: β) τῆς Ἠπείρου καὶ τῶν Ἰονίων Νήσων μὲ ἕδραν τὰ Ἰωάννινα.	[673, 1466, 974, 1479]
c4-body-3: Προκηρύσσεται διαγωνισμὸς διὰ τὴν κατασκευὴν καὶ τοποθέτησιν παραθυροφύλλων εἰς τὸ κτίριον τῆς Σχολῆς.	[1029, 437, 1189, 483]
exam-body: ΑΘΗΝΑΙ, 14.— Ὑπὸ τῆς Ἐθνικῆς Στατιστικῆς Ὑπηρεσίας ἀνεκοινώθη ὅτι ἡ φυσικὴ κίνησις τοῦ πληθυσμοῦ κατὰ τὸν μῆνα Ἰούλιον παρουσίασε τὰς ἑξῆς μεταβολάς: γεννήσεις 13.841, θάνατοι 6.510, γάμοι 9.540. Κατὰ τὸν αὐτὸν μῆνα τοῦ προηγουμένου ἔτους σημειώθησαν γεννήσεις 12.960, θάνατοι 6.192. Ἡ πλειονότης τῶν γεννήσεων ἐσημειώθη εἰς τὴν περιφέρειαν τῆς Πρωτευούσης.	[71, 346, 240, 460]
c3-signature-1: Ὁ Πρόεδρος ΧΡΗΣΤΟΣ ΦΛΩΡΙΔΗΣ	[679, 303, 819, 313]
explorer-body-1: ΑΘΗΝΑΙ, 14.— Ποῖος γνωρίζει τὸν Παναγιώτην Ποταγόν; Ἐλάχιστοι γνωρίζουν ὅτι οὗτος ὑπῆρξεν ὁ πρῶτος Ἕλλην ἐξερευνητὴς ὁ ὁποῖος, πρὸ 100 ἐτῶν, εἰσεχώρησεν εἰς τὴν κεντρικὴν Ἀφρικὴν. Ὁ Ποταγὸς ἐγεννήθη εἰς τὴν Ἀρκαδίαν καὶ ἐσπούδασεν ἰατρικὴν. Ἐπεσκέφθη τὴν Περσίαν, τὸ Ἀφγανιστάν, τὴν Κίναν καὶ κατόπιν εἰσῆλθεν εἰς τὰς ἀνεξερευνήτους περιοχὰς τῆς Ἀφρικῆς. Ἡ ἐταιρεία Ἑλλήνων Λογοτεχνῶν ἐτίμησε χθὲς τὴν μνήμην του.	[1197, 214, 1365, 349]
c3-heading-4: ΠΡΟΜΗΘΕΙΑ ΧΑΡΤΟΥ	[869, 105, 979, 117]
power-item: 6) Ἀπὸ ὥρας 08.00—13.00 εἰς τὴν περιοχὴν Καλαμαριᾶς, Κρήνης.	[1203, 1246, 1458, 1257]
ann2-row: 2. ΔΥΜ—ΑΣ—412/72: Ἠλεκτρικὸ ὑλικὸ—Δημ. 207, Τηλ. 137	[631, 1115, 846, 1126]
c2-body-8: Τὸ γενικὸν νοσοκομεῖον Ξάνθης προκηρύσσει τὴν πλήρωσιν μιᾶς θέσεως εἰδικοῦ χειρουργοῦ κλινικῆς. Αἱ αἰτήσεις ὑποβάλλονται εἰς τὴν διεύθυνσιν.	[427, 1231, 615, 1276]
power-item: 3) Ἀπὸ ὥρας 08.00—14.00 εἰς τὴν περιοχὴν Χαριλάου, Ἀκροπόλεως.	[1203, 1212, 1468, 1224]
ad-english-line2: 2, 3, 4 ΩΡΩΝ ΗΜΕΡΗΣΙΩΣ	[190, 1315, 299, 1326]
pharma-role: ΙΑΤΡΙΚΟΥΣ ΕΠΙΣΚΕΠΤΑΣ	[728, 1385, 918, 1403]
phys-heading: ΦΥΣΙΚΟΜΑΘΗΜΑΤΙΚΗ	[277, 249, 389, 262]
column-1	[71, 0, 418, 2324]
c2-heading-2: ΠΛΗΡΩΣΙΣ ΘΕΣΕΩΝ ΑΝΕΥ ΔΙΑΓΩΝΙΣΜΟΥ ΕΙΣ ΣΩΦΡΟΝΙΣΤΗΡΙΑ	[430, 293, 612, 317]
ann2-title: ΑΝΑΚΟΙΝΩΣΙΣ	[765, 1036, 933, 1057]
c4-signature-7: Ὁ Ἐπιθεωρητὴς ΓΡ. ΚΟΤΤΑΣΙΔΗΣ	[1058, 1306, 1189, 1316]
page-label: Σελὶς 6	[71, 8, 157, 35]
page-edge	[1553, 0, 1583, 2324]
pharma-title: ΞΕΝΟΣ ΦΑΡΜΑΚΕΥΤΙΚΟΣ ΟΙΚΟΣ ΠΑΓΚΟΣΜΙΟΥ ΦΗΜΗΣ	[647, 1351, 999, 1367]
